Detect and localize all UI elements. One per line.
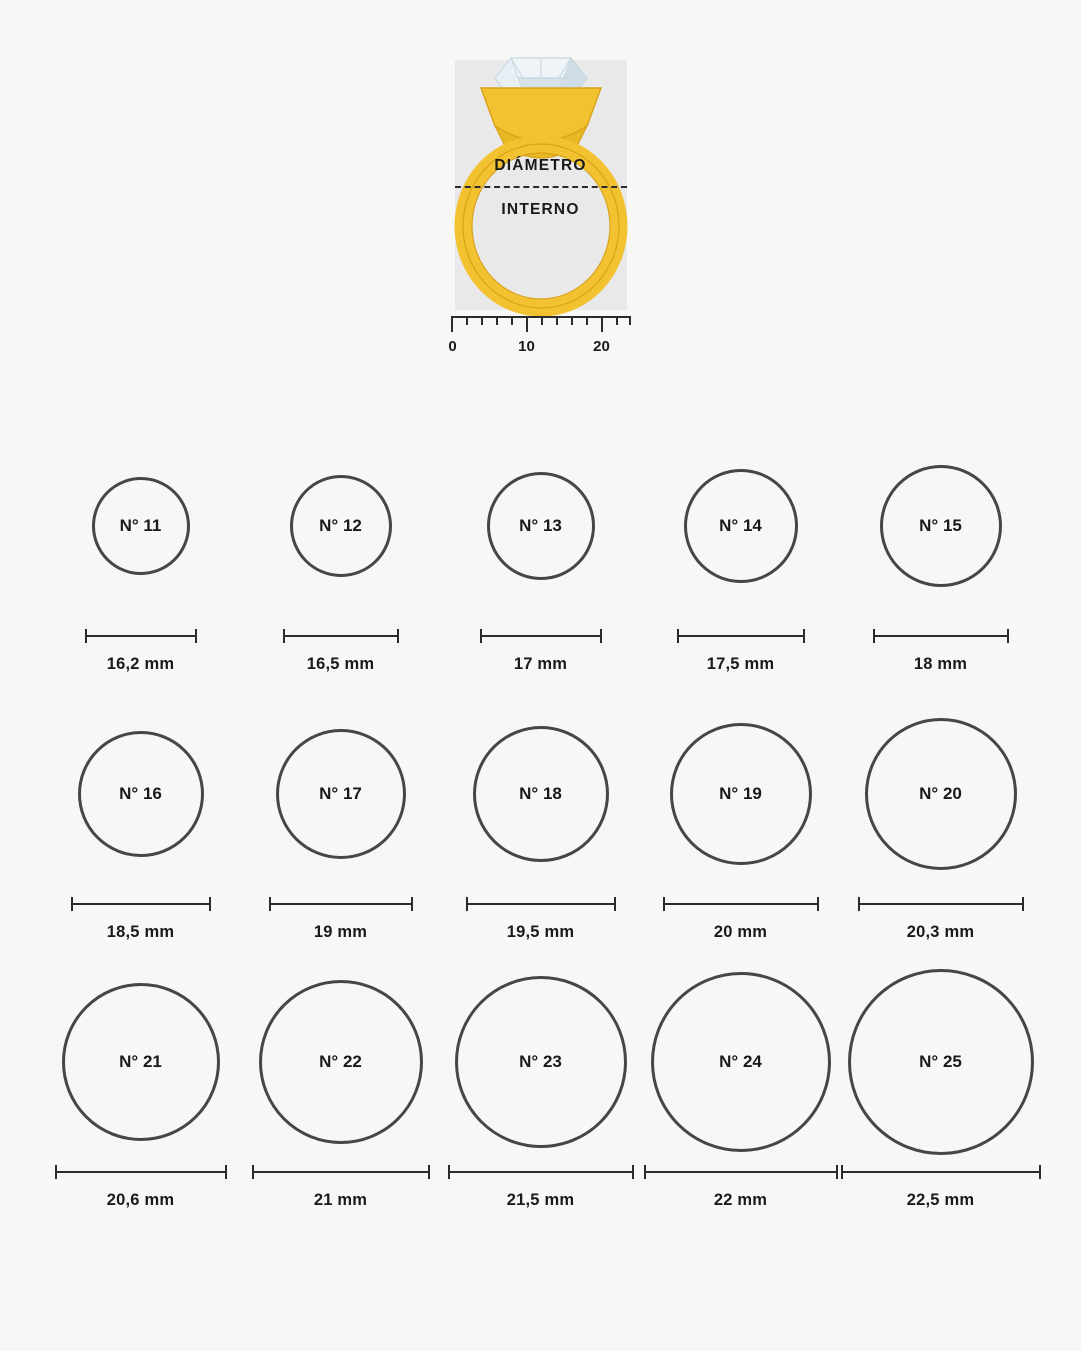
measure-bar <box>283 629 399 643</box>
measure-bar <box>466 897 616 911</box>
ring-size-label: N° 22 <box>319 1051 362 1071</box>
ring-size-label: N° 24 <box>719 1051 762 1071</box>
ring-size-circle[interactable] <box>290 475 392 577</box>
ruler-tick-minor <box>586 316 588 325</box>
ring-size-circle[interactable] <box>92 477 190 575</box>
ruler-tick-minor <box>466 316 468 325</box>
ring-size-cell <box>441 706 641 942</box>
measure-line <box>677 635 805 637</box>
ring-size-cell <box>641 974 841 1210</box>
measure-bar <box>252 1165 430 1179</box>
ring-size-mm: 20,6 mm <box>106 1191 175 1209</box>
measure-cap-left <box>55 1165 57 1179</box>
ring-size-label: N° 25 <box>919 1051 962 1071</box>
ruler-tick-major <box>526 316 528 332</box>
ring-circle-wrap <box>62 974 220 1149</box>
ring-size-mm: 20 mm <box>713 923 768 941</box>
measure-cap-left <box>663 897 665 911</box>
ring-size-cell <box>841 706 1041 942</box>
ring-size-label: N° 18 <box>519 783 562 803</box>
measure-cap-right <box>411 897 413 911</box>
ring-size-cell <box>41 438 241 674</box>
ring-circle-wrap <box>848 974 1034 1149</box>
ring-size-cell <box>641 438 841 674</box>
ruler-scale <box>448 316 631 376</box>
ring-size-label: N° 11 <box>119 515 162 535</box>
measure-line <box>269 903 413 905</box>
measure-cap-right <box>428 1165 430 1179</box>
measure-cap-left <box>269 897 271 911</box>
measure-cap-right <box>1039 1165 1041 1179</box>
ring-size-label: N° 21 <box>119 1051 162 1071</box>
measure-line <box>71 903 211 905</box>
ring-illustration-section <box>0 0 1081 420</box>
ring-size-circle[interactable] <box>684 469 798 583</box>
measure-cap-left <box>448 1165 450 1179</box>
measure-bar <box>85 629 197 643</box>
diameter-label-line2: INTERNO <box>501 201 580 218</box>
ring-size-mm: 16,5 mm <box>306 655 375 673</box>
measure-bar <box>841 1165 1041 1179</box>
ring-size-grid <box>41 438 1041 1210</box>
measure-bar <box>448 1165 634 1179</box>
ring-size-circle[interactable] <box>848 969 1034 1155</box>
measure-cap-right <box>225 1165 227 1179</box>
ring-size-circle[interactable] <box>62 983 220 1141</box>
ruler-number-0: 0 <box>448 338 457 355</box>
measure-cap-left <box>480 629 482 643</box>
ruler-tick-minor <box>571 316 573 325</box>
ring-size-cell <box>641 706 841 942</box>
measure-line <box>644 1171 838 1173</box>
ruler-tick-minor <box>451 316 453 325</box>
measure-cap-left <box>252 1165 254 1179</box>
ring-circle-wrap <box>880 438 1002 613</box>
ruler-tick-minor <box>511 316 513 325</box>
ring-size-label: N° 19 <box>719 783 762 803</box>
ring-size-mm: 19,5 mm <box>506 923 575 941</box>
measure-cap-right <box>397 629 399 643</box>
ring-size-mm: 16,2 mm <box>106 655 175 673</box>
measure-cap-left <box>858 897 860 911</box>
measure-line <box>663 903 819 905</box>
ring-size-circle[interactable] <box>276 729 406 859</box>
internal-diameter-dashed-line <box>455 186 627 188</box>
measure-bar <box>858 897 1024 911</box>
measure-line <box>480 635 602 637</box>
ruler-tick-minor <box>629 316 631 325</box>
ring-circle-wrap <box>651 974 831 1149</box>
ring-size-mm: 18,5 mm <box>106 923 175 941</box>
ruler-number-10: 10 <box>518 338 535 355</box>
ring-size-label: N° 20 <box>919 783 962 803</box>
measure-cap-right <box>209 897 211 911</box>
measure-cap-left <box>283 629 285 643</box>
measure-line <box>841 1171 1041 1173</box>
ring-size-circle[interactable] <box>880 465 1002 587</box>
ring-size-mm: 22,5 mm <box>906 1191 975 1209</box>
diameter-label-line1: DIÁMETRO <box>494 157 587 174</box>
measure-cap-left <box>873 629 875 643</box>
measure-bar <box>269 897 413 911</box>
measure-cap-left <box>71 897 73 911</box>
ruler-tick-major <box>601 316 603 332</box>
measure-line <box>873 635 1009 637</box>
ring-size-circle[interactable] <box>78 731 204 857</box>
measure-line <box>283 635 399 637</box>
ring-size-cell <box>41 706 241 942</box>
measure-cap-right <box>632 1165 634 1179</box>
measure-cap-left <box>85 629 87 643</box>
measure-bar <box>644 1165 838 1179</box>
measure-line <box>466 903 616 905</box>
ring-size-mm: 17 mm <box>513 655 568 673</box>
ring-circle-wrap <box>78 706 204 881</box>
ring-circle-wrap <box>92 438 190 613</box>
ring-size-circle[interactable] <box>670 723 812 865</box>
ring-size-mm: 18 mm <box>913 655 968 673</box>
ring-circle-wrap <box>684 438 798 613</box>
ring-size-label: N° 13 <box>519 515 562 535</box>
ruler-tick-minor <box>616 316 618 325</box>
ring-circle-wrap <box>865 706 1017 881</box>
measure-cap-left <box>841 1165 843 1179</box>
ring-circle-wrap <box>455 974 627 1149</box>
measure-cap-right <box>600 629 602 643</box>
measure-cap-right <box>614 897 616 911</box>
measure-bar <box>677 629 805 643</box>
ring-circle-wrap <box>473 706 609 881</box>
ring-size-label: N° 14 <box>719 515 762 535</box>
ring-circle-wrap <box>487 438 595 613</box>
measure-line <box>55 1171 227 1173</box>
measure-cap-right <box>817 897 819 911</box>
ruler-tick-minor <box>541 316 543 325</box>
measure-bar <box>480 629 602 643</box>
measure-line <box>858 903 1024 905</box>
ring-size-label: N° 23 <box>519 1051 562 1071</box>
ring-circle-wrap <box>276 706 406 881</box>
measure-cap-right <box>195 629 197 643</box>
ring-size-label: N° 17 <box>319 783 362 803</box>
measure-line <box>252 1171 430 1173</box>
measure-cap-right <box>836 1165 838 1179</box>
ring-size-mm: 21 mm <box>313 1191 368 1209</box>
measure-cap-right <box>1022 897 1024 911</box>
ring-size-circle[interactable] <box>455 976 627 1148</box>
measure-bar <box>55 1165 227 1179</box>
measure-bar <box>663 897 819 911</box>
ruler-tick-minor <box>481 316 483 325</box>
ring-circle-wrap <box>259 974 423 1149</box>
measure-bar <box>873 629 1009 643</box>
ring-size-cell <box>241 974 441 1210</box>
ring-size-cell <box>241 438 441 674</box>
ring-size-cell <box>241 706 441 942</box>
ring-size-mm: 20,3 mm <box>906 923 975 941</box>
ring-size-mm: 22 mm <box>713 1191 768 1209</box>
ruler-tick-minor <box>496 316 498 325</box>
ring-size-circle[interactable] <box>259 980 423 1144</box>
measure-cap-left <box>677 629 679 643</box>
measure-cap-left <box>644 1165 646 1179</box>
ring-size-mm: 17,5 mm <box>706 655 775 673</box>
ring-size-cell <box>41 974 241 1210</box>
ring-size-cell <box>841 974 1041 1210</box>
ring-size-cell <box>441 974 641 1210</box>
ring-circle-wrap <box>670 706 812 881</box>
ring-size-label: N° 15 <box>919 515 962 535</box>
measure-cap-right <box>1007 629 1009 643</box>
measure-cap-left <box>466 897 468 911</box>
ring-size-cell <box>841 438 1041 674</box>
ring-size-circle[interactable] <box>487 472 595 580</box>
ring-size-circle[interactable] <box>473 726 609 862</box>
ruler-number-20: 20 <box>593 338 610 355</box>
ring-size-label: N° 12 <box>319 515 362 535</box>
ring-circle-wrap <box>290 438 392 613</box>
ring-size-circle[interactable] <box>651 972 831 1152</box>
ring-size-label: N° 16 <box>119 783 162 803</box>
ruler-tick-minor <box>556 316 558 325</box>
ring-size-cell <box>441 438 641 674</box>
measure-bar <box>71 897 211 911</box>
ring-size-mm: 21,5 mm <box>506 1191 575 1209</box>
measure-line <box>85 635 197 637</box>
ring-size-mm: 19 mm <box>313 923 368 941</box>
ring-size-circle[interactable] <box>865 718 1017 870</box>
measure-line <box>448 1171 634 1173</box>
measure-cap-right <box>803 629 805 643</box>
